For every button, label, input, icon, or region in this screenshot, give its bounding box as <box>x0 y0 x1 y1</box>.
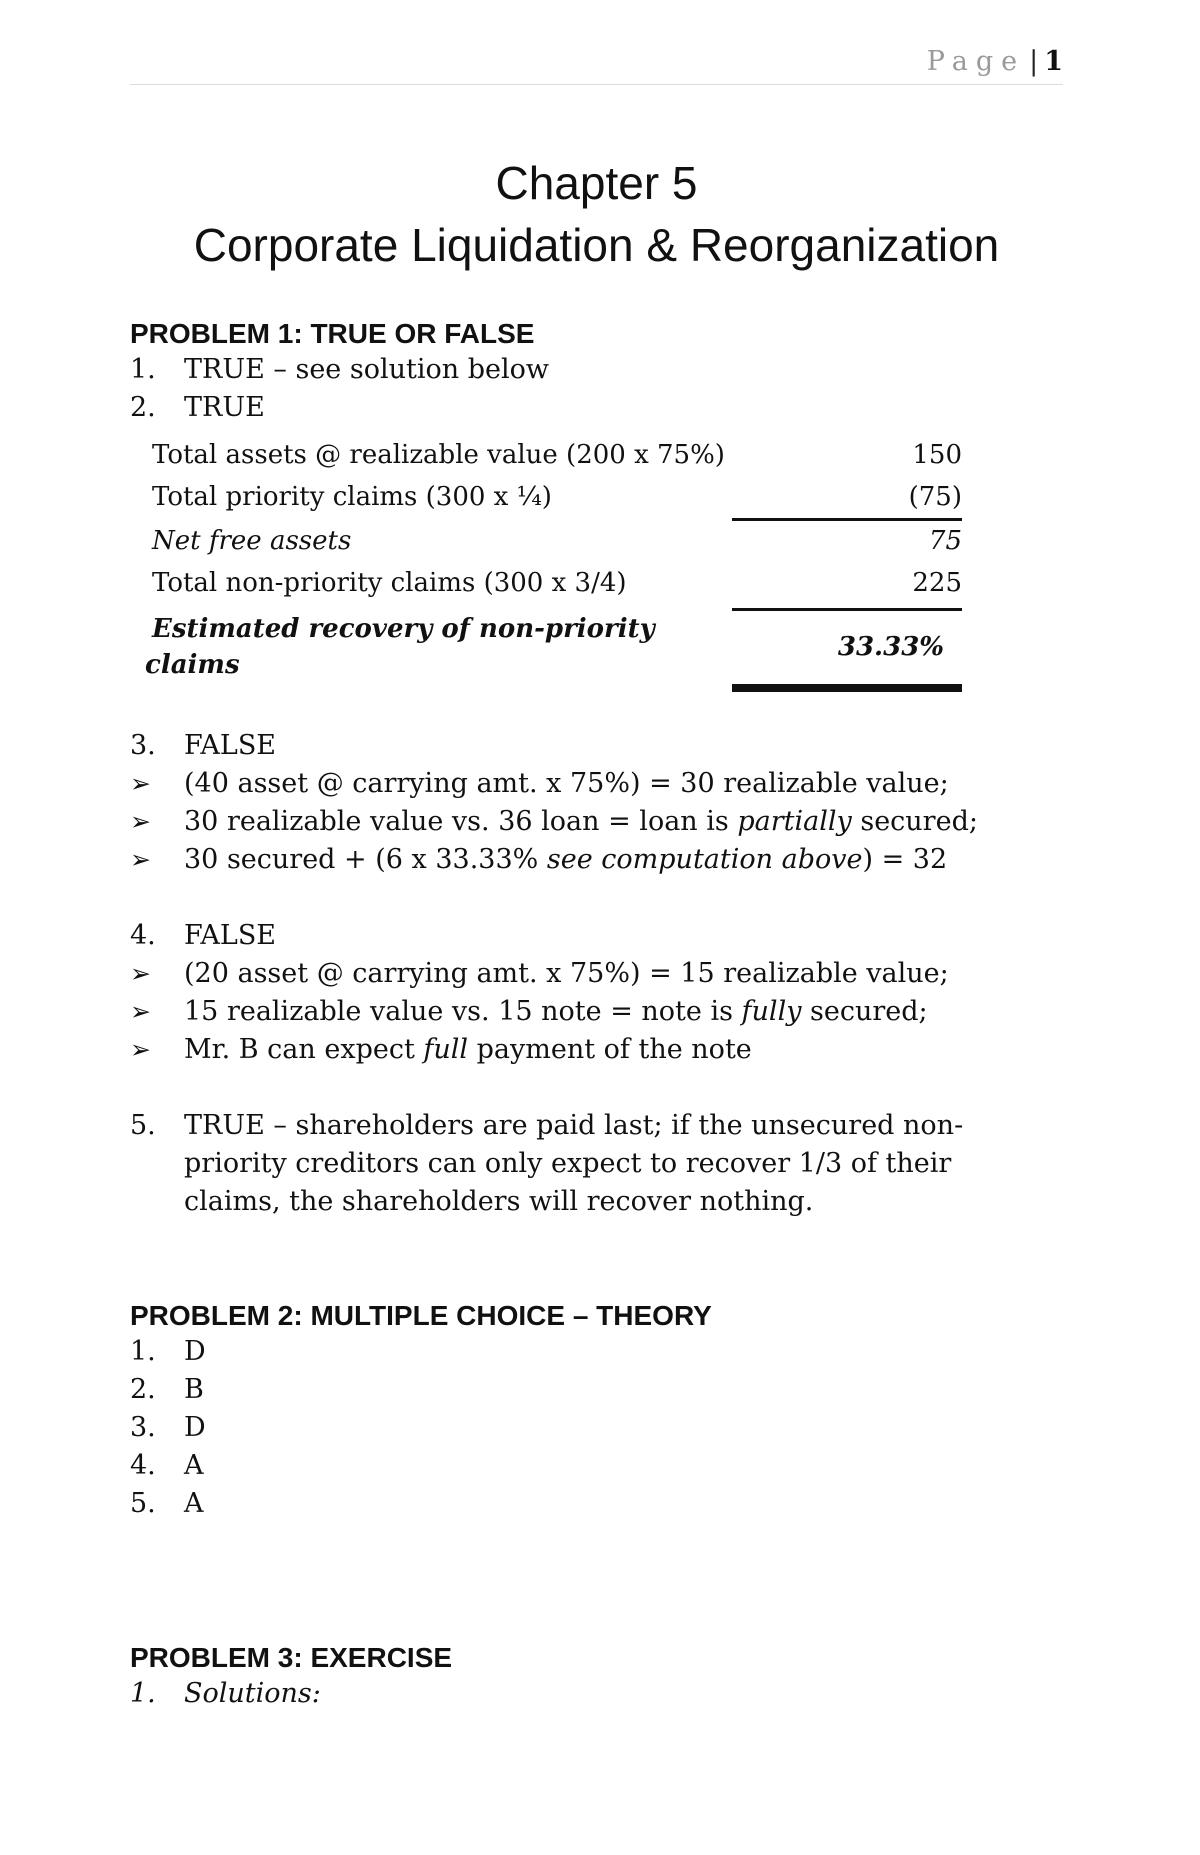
item-text: Solutions: <box>184 1678 321 1709</box>
item-number: 4. <box>130 1450 156 1481</box>
item-number: 1. <box>130 1678 156 1709</box>
p2-answer <box>130 1374 204 1405</box>
p2-answer <box>130 1488 204 1519</box>
p1-item-4-bullet-3 <box>130 1034 752 1065</box>
answer-text: A <box>184 1450 204 1481</box>
table-row-value-1: 150 <box>912 440 962 470</box>
answer-text: D <box>184 1336 206 1367</box>
p1-item-4-bullet-2 <box>130 996 928 1027</box>
item-number: 1. <box>130 354 156 385</box>
item-number: 4. <box>130 920 156 951</box>
p1-item-4 <box>130 920 276 951</box>
chapter-title: Chapter 5 <box>495 157 698 209</box>
item-number: 3. <box>130 730 156 761</box>
arrow-bullet-icon: ➢ <box>130 1035 151 1064</box>
arrow-bullet-icon: ➢ <box>130 959 151 988</box>
p1-item-5 <box>130 1110 963 1141</box>
table-row-label-5a: Estimated recovery of non-priority <box>152 614 655 644</box>
answer-text: B <box>184 1374 204 1405</box>
arrow-bullet-icon: ➢ <box>130 807 151 836</box>
table-rule <box>732 518 962 521</box>
p2-answer <box>130 1412 206 1443</box>
p1-item-3-bullet-3 <box>130 844 947 875</box>
bullet-text: secured; <box>851 806 978 837</box>
arrow-bullet-icon: ➢ <box>130 845 151 874</box>
item-text: FALSE <box>184 920 277 951</box>
item-text: TRUE <box>184 392 265 423</box>
bullet-emphasis: partially <box>737 806 852 837</box>
table-row-label-1: Total assets @ realizable value (200 x 75%) <box>152 440 725 470</box>
p1-item-5-line-2: priority creditors can only expect to recover 1/3 of their <box>184 1148 952 1179</box>
bullet-text: payment of the note <box>468 1034 752 1065</box>
page-header <box>130 42 1063 85</box>
arrow-bullet-icon: ➢ <box>130 997 151 1026</box>
bullet-text: Mr. B can expect <box>184 1034 424 1065</box>
bullet-emphasis: full <box>423 1034 469 1065</box>
table-double-rule <box>732 684 962 692</box>
answer-text: A <box>184 1488 204 1519</box>
p1-item-5-line-3: claims, the shareholders will recover nothing. <box>184 1186 814 1217</box>
item-number: 2. <box>130 1374 156 1405</box>
p1-item-3 <box>130 730 276 761</box>
item-number: 2. <box>130 392 156 423</box>
p1-item-1 <box>130 354 549 385</box>
chapter-subtitle: Corporate Liquidation & Reorganization <box>193 219 1000 271</box>
bullet-text: (40 asset @ carrying amt. x 75%) = 30 realizable value; <box>184 768 949 799</box>
table-row-label-4: Total non-priority claims (300 x 3/4) <box>152 568 627 598</box>
bullet-text: 30 realizable value vs. 36 loan = loan is <box>184 806 738 837</box>
table-row-label-3: Net free assets <box>152 526 352 556</box>
problem3-heading: PROBLEM 3: EXERCISE <box>130 1642 453 1673</box>
bullet-text: secured; <box>801 996 928 1027</box>
bullet-text: 30 secured + (6 x 33.33% <box>184 844 547 875</box>
p1-item-3-bullet-2 <box>130 806 978 837</box>
table-row-label-5b: claims <box>145 650 240 680</box>
bullet-text: ) = 32 <box>862 844 948 875</box>
table-row-label-2: Total priority claims (300 x ¼) <box>152 482 552 512</box>
bullet-text: (20 asset @ carrying amt. x 75%) = 15 realizable value; <box>184 958 949 989</box>
p1-item-4-bullet-1 <box>130 958 949 989</box>
problem2-heading: PROBLEM 2: MULTIPLE CHOICE – THEORY <box>130 1300 712 1331</box>
bullet-emphasis: see computation above <box>546 844 863 875</box>
table-row-value-4: 225 <box>912 568 962 598</box>
answer-text: D <box>184 1412 206 1443</box>
item-number: 5. <box>130 1110 156 1141</box>
table-row-value-3: 75 <box>928 526 962 556</box>
page-indicator <box>927 46 1063 77</box>
p2-answer <box>130 1336 206 1367</box>
p3-item-1 <box>130 1678 321 1709</box>
bullet-emphasis: fully <box>741 996 802 1027</box>
table-rule <box>732 608 962 611</box>
item-text: TRUE – see solution below <box>184 354 549 385</box>
table-row-value-2: (75) <box>908 482 962 512</box>
p1-item-3-bullet-1 <box>130 768 949 799</box>
problem1-heading: PROBLEM 1: TRUE OR FALSE <box>130 318 535 349</box>
table-row-value-5: 33.33% <box>837 632 944 662</box>
p1-item-2 <box>130 392 265 423</box>
page-separator: | <box>1029 46 1039 77</box>
item-number: 1. <box>130 1336 156 1367</box>
p2-answer <box>130 1450 204 1481</box>
item-number: 5. <box>130 1488 156 1519</box>
page-word: Page <box>926 46 1026 77</box>
item-text: TRUE – shareholders are paid last; if the unsecured non- <box>184 1110 964 1141</box>
page-number: 1 <box>1044 46 1063 77</box>
arrow-bullet-icon: ➢ <box>130 769 151 798</box>
item-number: 3. <box>130 1412 156 1443</box>
item-text: FALSE <box>184 730 277 761</box>
bullet-text: 15 realizable value vs. 15 note = note is <box>184 996 742 1027</box>
